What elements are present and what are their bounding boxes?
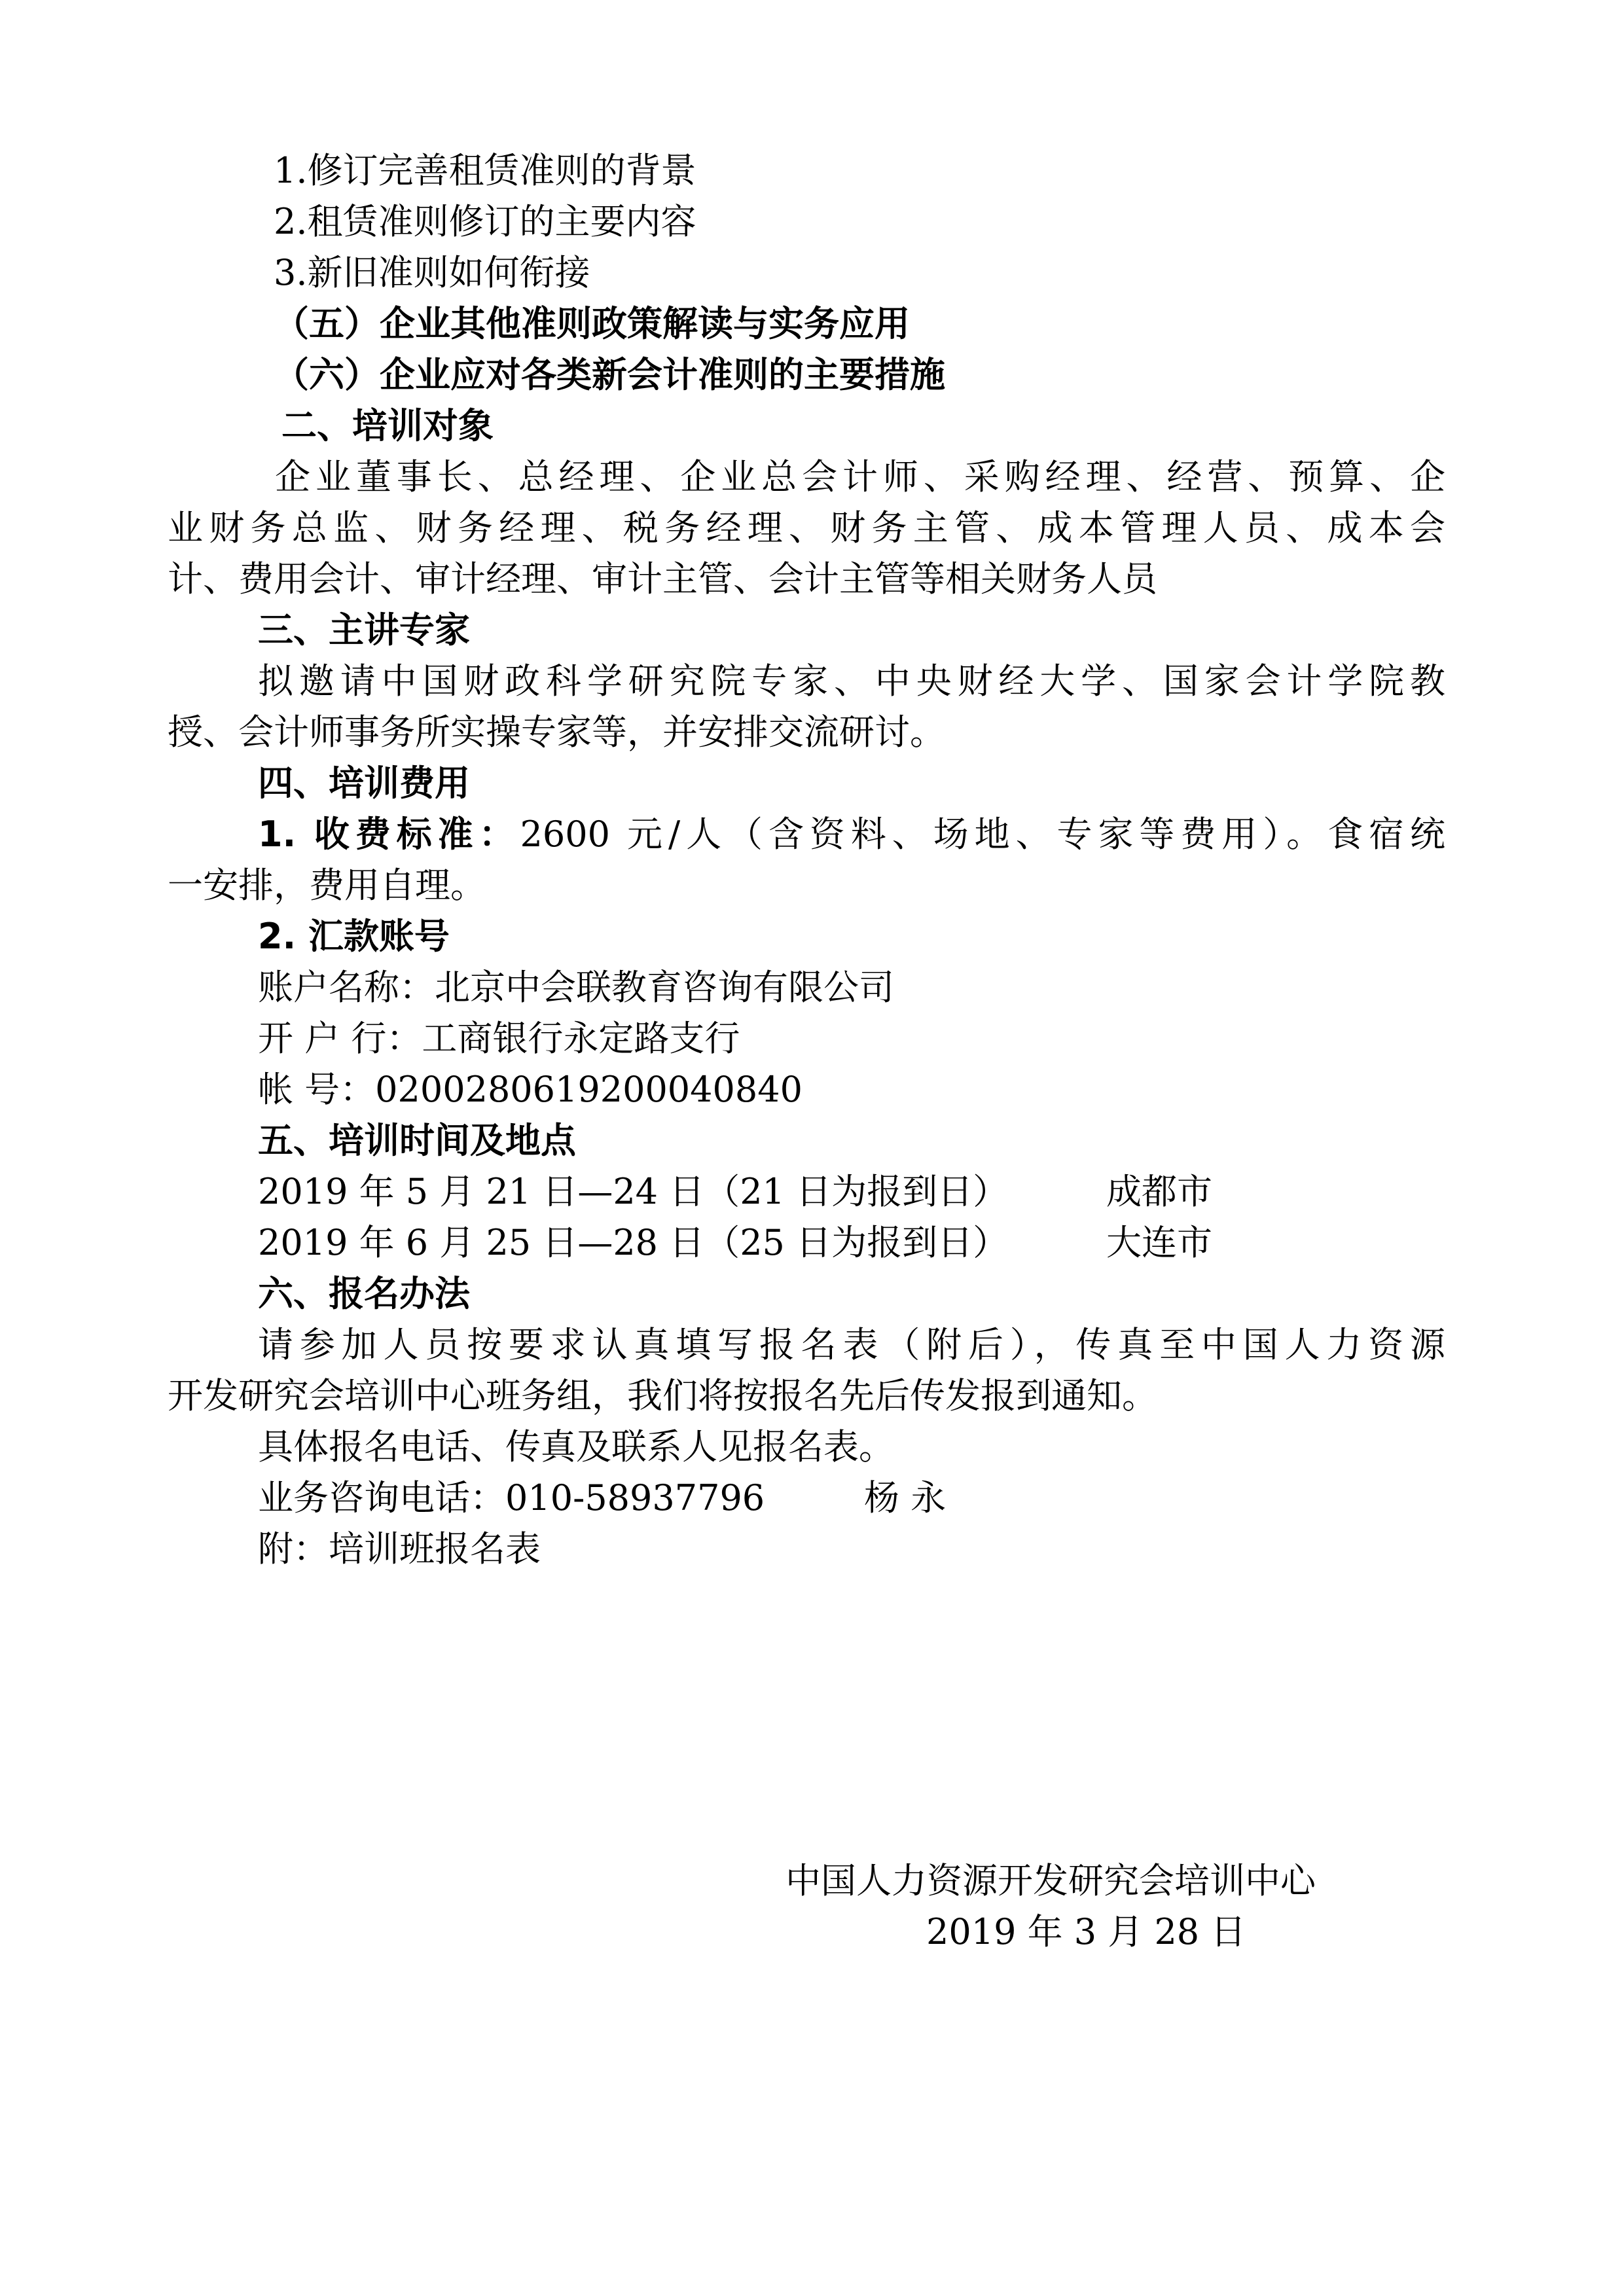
session-1-city: 成都市	[1106, 1171, 1212, 1212]
phone-line: 业务咨询电话：010-58937796	[258, 1477, 765, 1518]
fee-line2: 一安排，费用自理。	[168, 865, 486, 906]
fee-text: 2600 元/人（含资料、场地、专家等费用）。食宿统	[520, 814, 1445, 855]
section3-heading: 三、主讲专家	[258, 609, 470, 651]
section3-line1: 拟邀请中国财政科学研究院专家、中央财经大学、国家会计学院教	[258, 660, 1445, 702]
section2-line2: 业财务总监、财务经理、税务经理、财务主管、成本管理人员、成本会	[168, 507, 1445, 548]
fee-line	[258, 809, 1445, 860]
section2-line3: 计、费用会计、审计经理、审计主管、会计主管等相关财务人员	[168, 558, 1157, 600]
section3-line2: 授、会计师事务所实操专家等，并安排交流研讨。	[168, 711, 945, 753]
fee-label: 1. 收费标准：	[258, 814, 520, 855]
session-1-dates: 2019 年 5 月 21 日—24 日（21 日为报到日）	[258, 1171, 1009, 1212]
section2-line1: 企业董事长、总经理、企业总会计师、采购经理、经营、预算、企	[275, 456, 1445, 497]
section6-line3: 具体报名电话、传真及联系人见报名表。	[258, 1426, 894, 1467]
account-number-line	[258, 1064, 803, 1115]
signature-date: 2019 年 3 月 28 日	[926, 1911, 1246, 1952]
sub-section-six: （六）企业应对各类新会计准则的主要措施	[274, 354, 945, 395]
section4-heading: 四、培训费用	[258, 762, 470, 804]
bank-name: 开 户 行：工商银行永定路支行	[258, 1018, 740, 1059]
contact-name: 杨 永	[864, 1477, 947, 1518]
section6-heading: 六、报名办法	[258, 1273, 470, 1314]
lease-item-2: 2.租赁准则修订的主要内容	[274, 201, 696, 242]
sub-section-five: （五）企业其他准则政策解读与实务应用	[274, 303, 910, 344]
account-name: 账户名称：北京中会联教育咨询有限公司	[258, 967, 894, 1008]
account-number: 0200280619200040840	[375, 1069, 803, 1110]
signature-org: 中国人力资源开发研究会培训中心	[785, 1860, 1316, 1901]
lease-item-1: 1.修订完善租赁准则的背景	[274, 150, 696, 191]
session-2-dates: 2019 年 6 月 25 日—28 日（25 日为报到日）	[258, 1222, 1009, 1263]
section6-line2: 开发研究会培训中心班务组，我们将按报名先后传发报到通知。	[168, 1375, 1157, 1416]
section2-heading: 二、培训对象	[281, 405, 494, 446]
section6-line1: 请参加人员按要求认真填写报名表（附后），传真至中国人力资源	[258, 1324, 1445, 1365]
session-2-city: 大连市	[1106, 1222, 1212, 1263]
lease-item-3: 3.新旧准则如何衔接	[274, 252, 590, 293]
section5-heading: 五、培训时间及地点	[258, 1120, 576, 1161]
account-heading: 2. 汇款账号	[258, 916, 450, 957]
account-number-label: 帐 号：	[258, 1069, 376, 1110]
attachment-note: 附：培训班报名表	[258, 1528, 541, 1570]
